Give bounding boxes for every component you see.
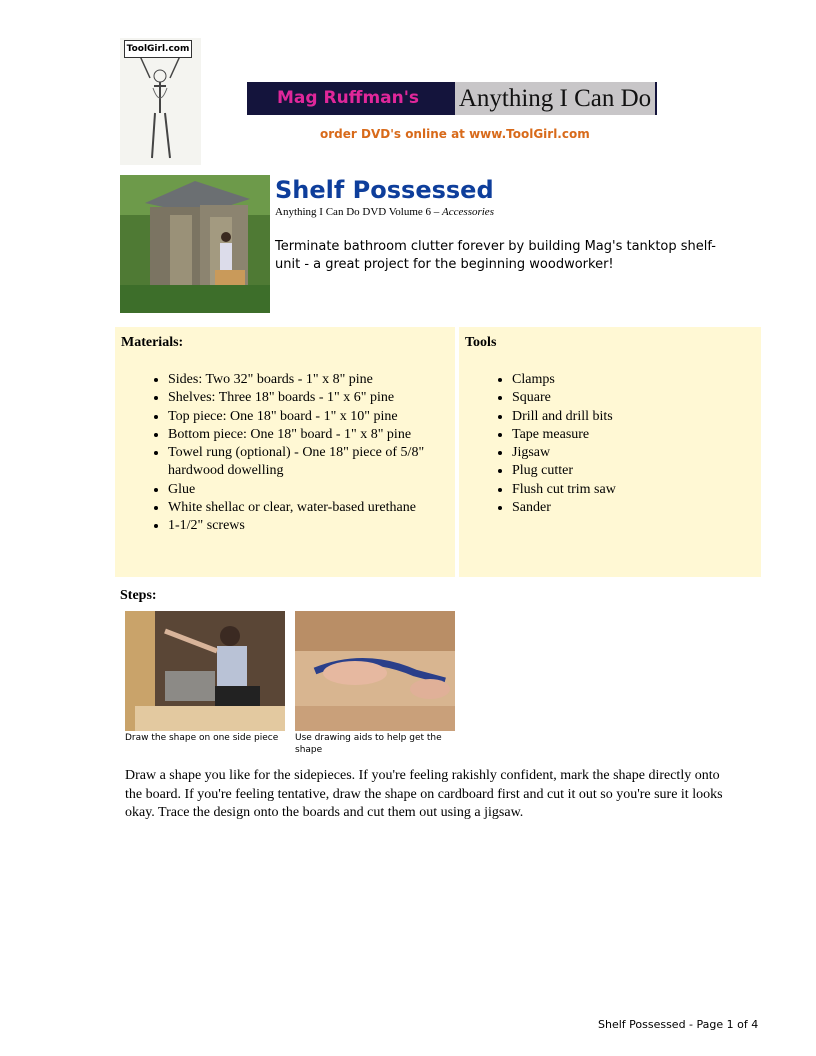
steps-heading: Steps:	[120, 588, 157, 603]
list-item: • Tape measure	[512, 426, 616, 444]
order-link[interactable]: order DVD's online at www.ToolGirl.com	[320, 127, 590, 141]
hero-photo	[120, 175, 270, 313]
materials-heading: Materials:	[121, 335, 184, 350]
list-item: • Flush cut trim saw	[512, 481, 616, 499]
list-item: • White shellac or clear, water-based urethane	[168, 499, 448, 517]
step-photo-1	[125, 611, 285, 731]
banner-name: Mag Ruffman's	[277, 88, 420, 108]
list-item: • Drill and drill bits	[512, 408, 616, 426]
subtitle-category: Accessories	[442, 206, 494, 218]
materials-list	[115, 371, 448, 536]
list-item: • 1-1/2" screws	[168, 517, 448, 535]
intro-text: Terminate bathroom clutter forever by building Mag's tanktop shelf-unit - a great project for the beginning woodworker!	[275, 239, 716, 272]
banner-title: Anything I Can Do	[455, 82, 655, 115]
list-item: • Jigsaw	[512, 444, 616, 462]
logo-tag: ToolGirl.com	[124, 40, 192, 58]
list-item: • Bottom piece: One 18" board - 1" x 8" pine	[168, 426, 448, 444]
list-item: • Glue	[168, 481, 448, 499]
materials-panel	[115, 327, 455, 577]
step-caption-2: Use drawing aids to help get the shape	[295, 733, 442, 755]
list-item: • Clamps	[512, 371, 616, 389]
list-item: • Sides: Two 32" boards - 1" x 8" pine	[168, 371, 448, 389]
banner	[247, 82, 657, 115]
step-caption-1: Draw the shape on one side piece	[125, 733, 279, 743]
list-item: • Sander	[512, 499, 616, 517]
page-title: Shelf Possessed	[275, 176, 494, 204]
list-item: • Top piece: One 18" board - 1" x 10" pine	[168, 408, 448, 426]
list-item: • Plug cutter	[512, 462, 616, 480]
tools-heading: Tools	[465, 335, 497, 350]
subtitle	[275, 206, 494, 218]
tools-list	[459, 371, 616, 517]
page-footer: Shelf Possessed - Page 1 of 4	[598, 1018, 759, 1031]
list-item: • Square	[512, 389, 616, 407]
tools-panel	[459, 327, 761, 577]
toolgirl-logo	[120, 38, 201, 165]
list-item: • Towel rung (optional) - One 18" piece of 5/8" hardwood dowelling	[168, 444, 448, 481]
step-photo-2	[295, 611, 455, 731]
step-description: Draw a shape you like for the sidepieces. If you're feeling rakishly confident, mark the shape directly onto the board. If you're feeling tentative, draw the shape on cardboard first and cut it out so you're sure it looks okay. Trace the design onto the boards and cut them out using a jigsaw.	[125, 768, 723, 820]
subtitle-prefix: Anything I Can Do DVD Volume 6 –	[275, 206, 443, 218]
list-item: • Shelves: Three 18" boards - 1" x 6" pine	[168, 389, 448, 407]
